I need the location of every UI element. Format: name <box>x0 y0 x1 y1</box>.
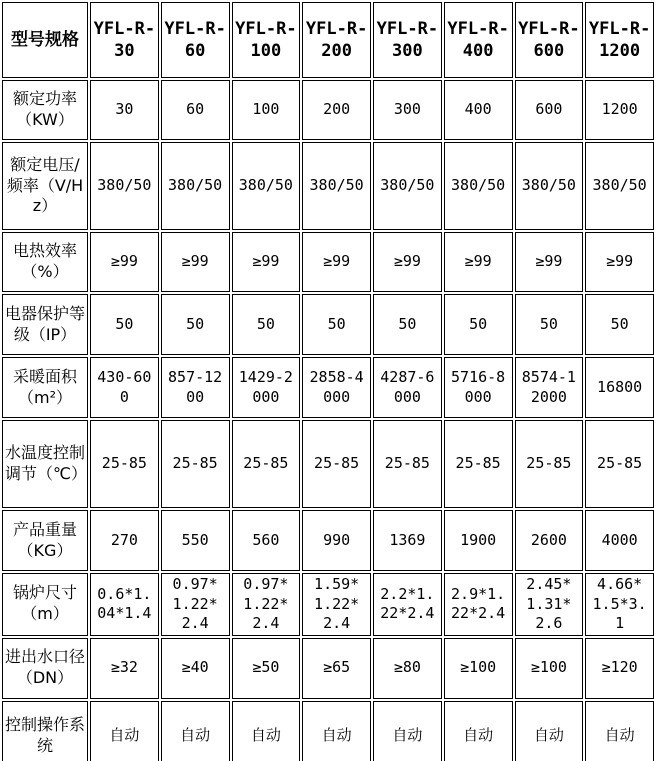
value-cell: 自动 <box>515 701 584 761</box>
value-cell: 300 <box>373 80 442 140</box>
value-cell: ≥99 <box>161 232 230 292</box>
value-cell: ≥65 <box>302 638 371 699</box>
value-cell: 380/50 <box>302 142 371 230</box>
value-cell: 50 <box>444 294 513 355</box>
value-cell: 2600 <box>515 510 584 571</box>
model-header-cell: YFL-R-30 <box>90 2 159 78</box>
value-cell: ≥99 <box>444 232 513 292</box>
value-cell: 2.2*1.22*2.4 <box>373 573 442 636</box>
value-cell: 380/50 <box>161 142 230 230</box>
value-cell: 400 <box>444 80 513 140</box>
model-header-cell: YFL-R-60 <box>161 2 230 78</box>
value-cell: 5716-8000 <box>444 357 513 418</box>
model-header-cell: YFL-R-100 <box>232 2 301 78</box>
value-cell: 25-85 <box>90 420 159 508</box>
value-cell: 100 <box>232 80 301 140</box>
spec-row <box>2 142 654 230</box>
value-cell: 1200 <box>585 80 654 140</box>
row-label-cell: 采暖面积（m²） <box>2 357 88 418</box>
value-cell: 50 <box>373 294 442 355</box>
value-cell: 25-85 <box>444 420 513 508</box>
value-cell: 50 <box>90 294 159 355</box>
value-cell: ≥99 <box>373 232 442 292</box>
spec-row <box>2 638 654 699</box>
row-label-cell: 锅炉尺寸（m） <box>2 573 88 636</box>
value-cell: 550 <box>161 510 230 571</box>
value-cell: ≥50 <box>232 638 301 699</box>
value-cell: 自动 <box>90 701 159 761</box>
spec-row <box>2 357 654 418</box>
value-cell: ≥80 <box>373 638 442 699</box>
spec-table-body <box>2 2 654 761</box>
value-cell: 25-85 <box>515 420 584 508</box>
value-cell: 270 <box>90 510 159 571</box>
model-header-cell: YFL-R-400 <box>444 2 513 78</box>
value-cell: 自动 <box>585 701 654 761</box>
value-cell: 自动 <box>373 701 442 761</box>
value-cell: 25-85 <box>373 420 442 508</box>
value-cell: 1900 <box>444 510 513 571</box>
value-cell: 25-85 <box>585 420 654 508</box>
value-cell: ≥40 <box>161 638 230 699</box>
value-cell: 380/50 <box>373 142 442 230</box>
value-cell: 1429-2000 <box>232 357 301 418</box>
value-cell: ≥99 <box>585 232 654 292</box>
value-cell: 380/50 <box>90 142 159 230</box>
value-cell: 1369 <box>373 510 442 571</box>
value-cell: 50 <box>161 294 230 355</box>
value-cell: ≥120 <box>585 638 654 699</box>
spec-row <box>2 510 654 571</box>
value-cell: 0.6*1.04*1.4 <box>90 573 159 636</box>
spec-row <box>2 80 654 140</box>
value-cell: ≥99 <box>232 232 301 292</box>
value-cell: 2.45*1.31*2.6 <box>515 573 584 636</box>
value-cell: 自动 <box>444 701 513 761</box>
value-cell: 50 <box>585 294 654 355</box>
value-cell: 857-1200 <box>161 357 230 418</box>
value-cell: 16800 <box>585 357 654 418</box>
model-header-cell: YFL-R-600 <box>515 2 584 78</box>
row-label-cell: 额定电压/频率（V/Hz） <box>2 142 88 230</box>
value-cell: 380/50 <box>232 142 301 230</box>
value-cell: ≥100 <box>444 638 513 699</box>
value-cell: 4.66*1.5*3.1 <box>585 573 654 636</box>
value-cell: 200 <box>302 80 371 140</box>
corner-cell: 型号规格 <box>2 2 88 78</box>
value-cell: 1.59*1.22*2.4 <box>302 573 371 636</box>
spec-row <box>2 573 654 636</box>
value-cell: 自动 <box>232 701 301 761</box>
value-cell: ≥100 <box>515 638 584 699</box>
value-cell: ≥32 <box>90 638 159 699</box>
spec-row <box>2 294 654 355</box>
value-cell: 990 <box>302 510 371 571</box>
value-cell: 4000 <box>585 510 654 571</box>
value-cell: ≥99 <box>515 232 584 292</box>
value-cell: 25-85 <box>302 420 371 508</box>
value-cell: 自动 <box>161 701 230 761</box>
value-cell: 50 <box>302 294 371 355</box>
value-cell: 2.9*1.22*2.4 <box>444 573 513 636</box>
model-header-cell: YFL-R-200 <box>302 2 371 78</box>
header-row <box>2 2 654 78</box>
value-cell: 4287-6000 <box>373 357 442 418</box>
value-cell: ≥99 <box>90 232 159 292</box>
value-cell: 自动 <box>302 701 371 761</box>
value-cell: 25-85 <box>232 420 301 508</box>
row-label-cell: 额定功率（KW） <box>2 80 88 140</box>
value-cell: 8574-12000 <box>515 357 584 418</box>
value-cell: 50 <box>232 294 301 355</box>
value-cell: 60 <box>161 80 230 140</box>
value-cell: 25-85 <box>161 420 230 508</box>
value-cell: 2858-4000 <box>302 357 371 418</box>
value-cell: 560 <box>232 510 301 571</box>
value-cell: 30 <box>90 80 159 140</box>
value-cell: 600 <box>515 80 584 140</box>
row-label-cell: 电热效率（%） <box>2 232 88 292</box>
value-cell: 50 <box>515 294 584 355</box>
value-cell: 380/50 <box>515 142 584 230</box>
row-label-cell: 电器保护等级（IP） <box>2 294 88 355</box>
model-header-cell: YFL-R-300 <box>373 2 442 78</box>
value-cell: 0.97*1.22*2.4 <box>232 573 301 636</box>
spec-row <box>2 232 654 292</box>
spec-row <box>2 701 654 761</box>
value-cell: ≥99 <box>302 232 371 292</box>
value-cell: 0.97*1.22*2.4 <box>161 573 230 636</box>
model-header-cell: YFL-R-1200 <box>585 2 654 78</box>
value-cell: 380/50 <box>444 142 513 230</box>
value-cell: 380/50 <box>585 142 654 230</box>
row-label-cell: 控制操作系统 <box>2 701 88 761</box>
row-label-cell: 水温度控制调节（℃） <box>2 420 88 508</box>
value-cell: 430-600 <box>90 357 159 418</box>
row-label-cell: 产品重量（KG） <box>2 510 88 571</box>
spec-row <box>2 420 654 508</box>
row-label-cell: 进出水口径（DN） <box>2 638 88 699</box>
